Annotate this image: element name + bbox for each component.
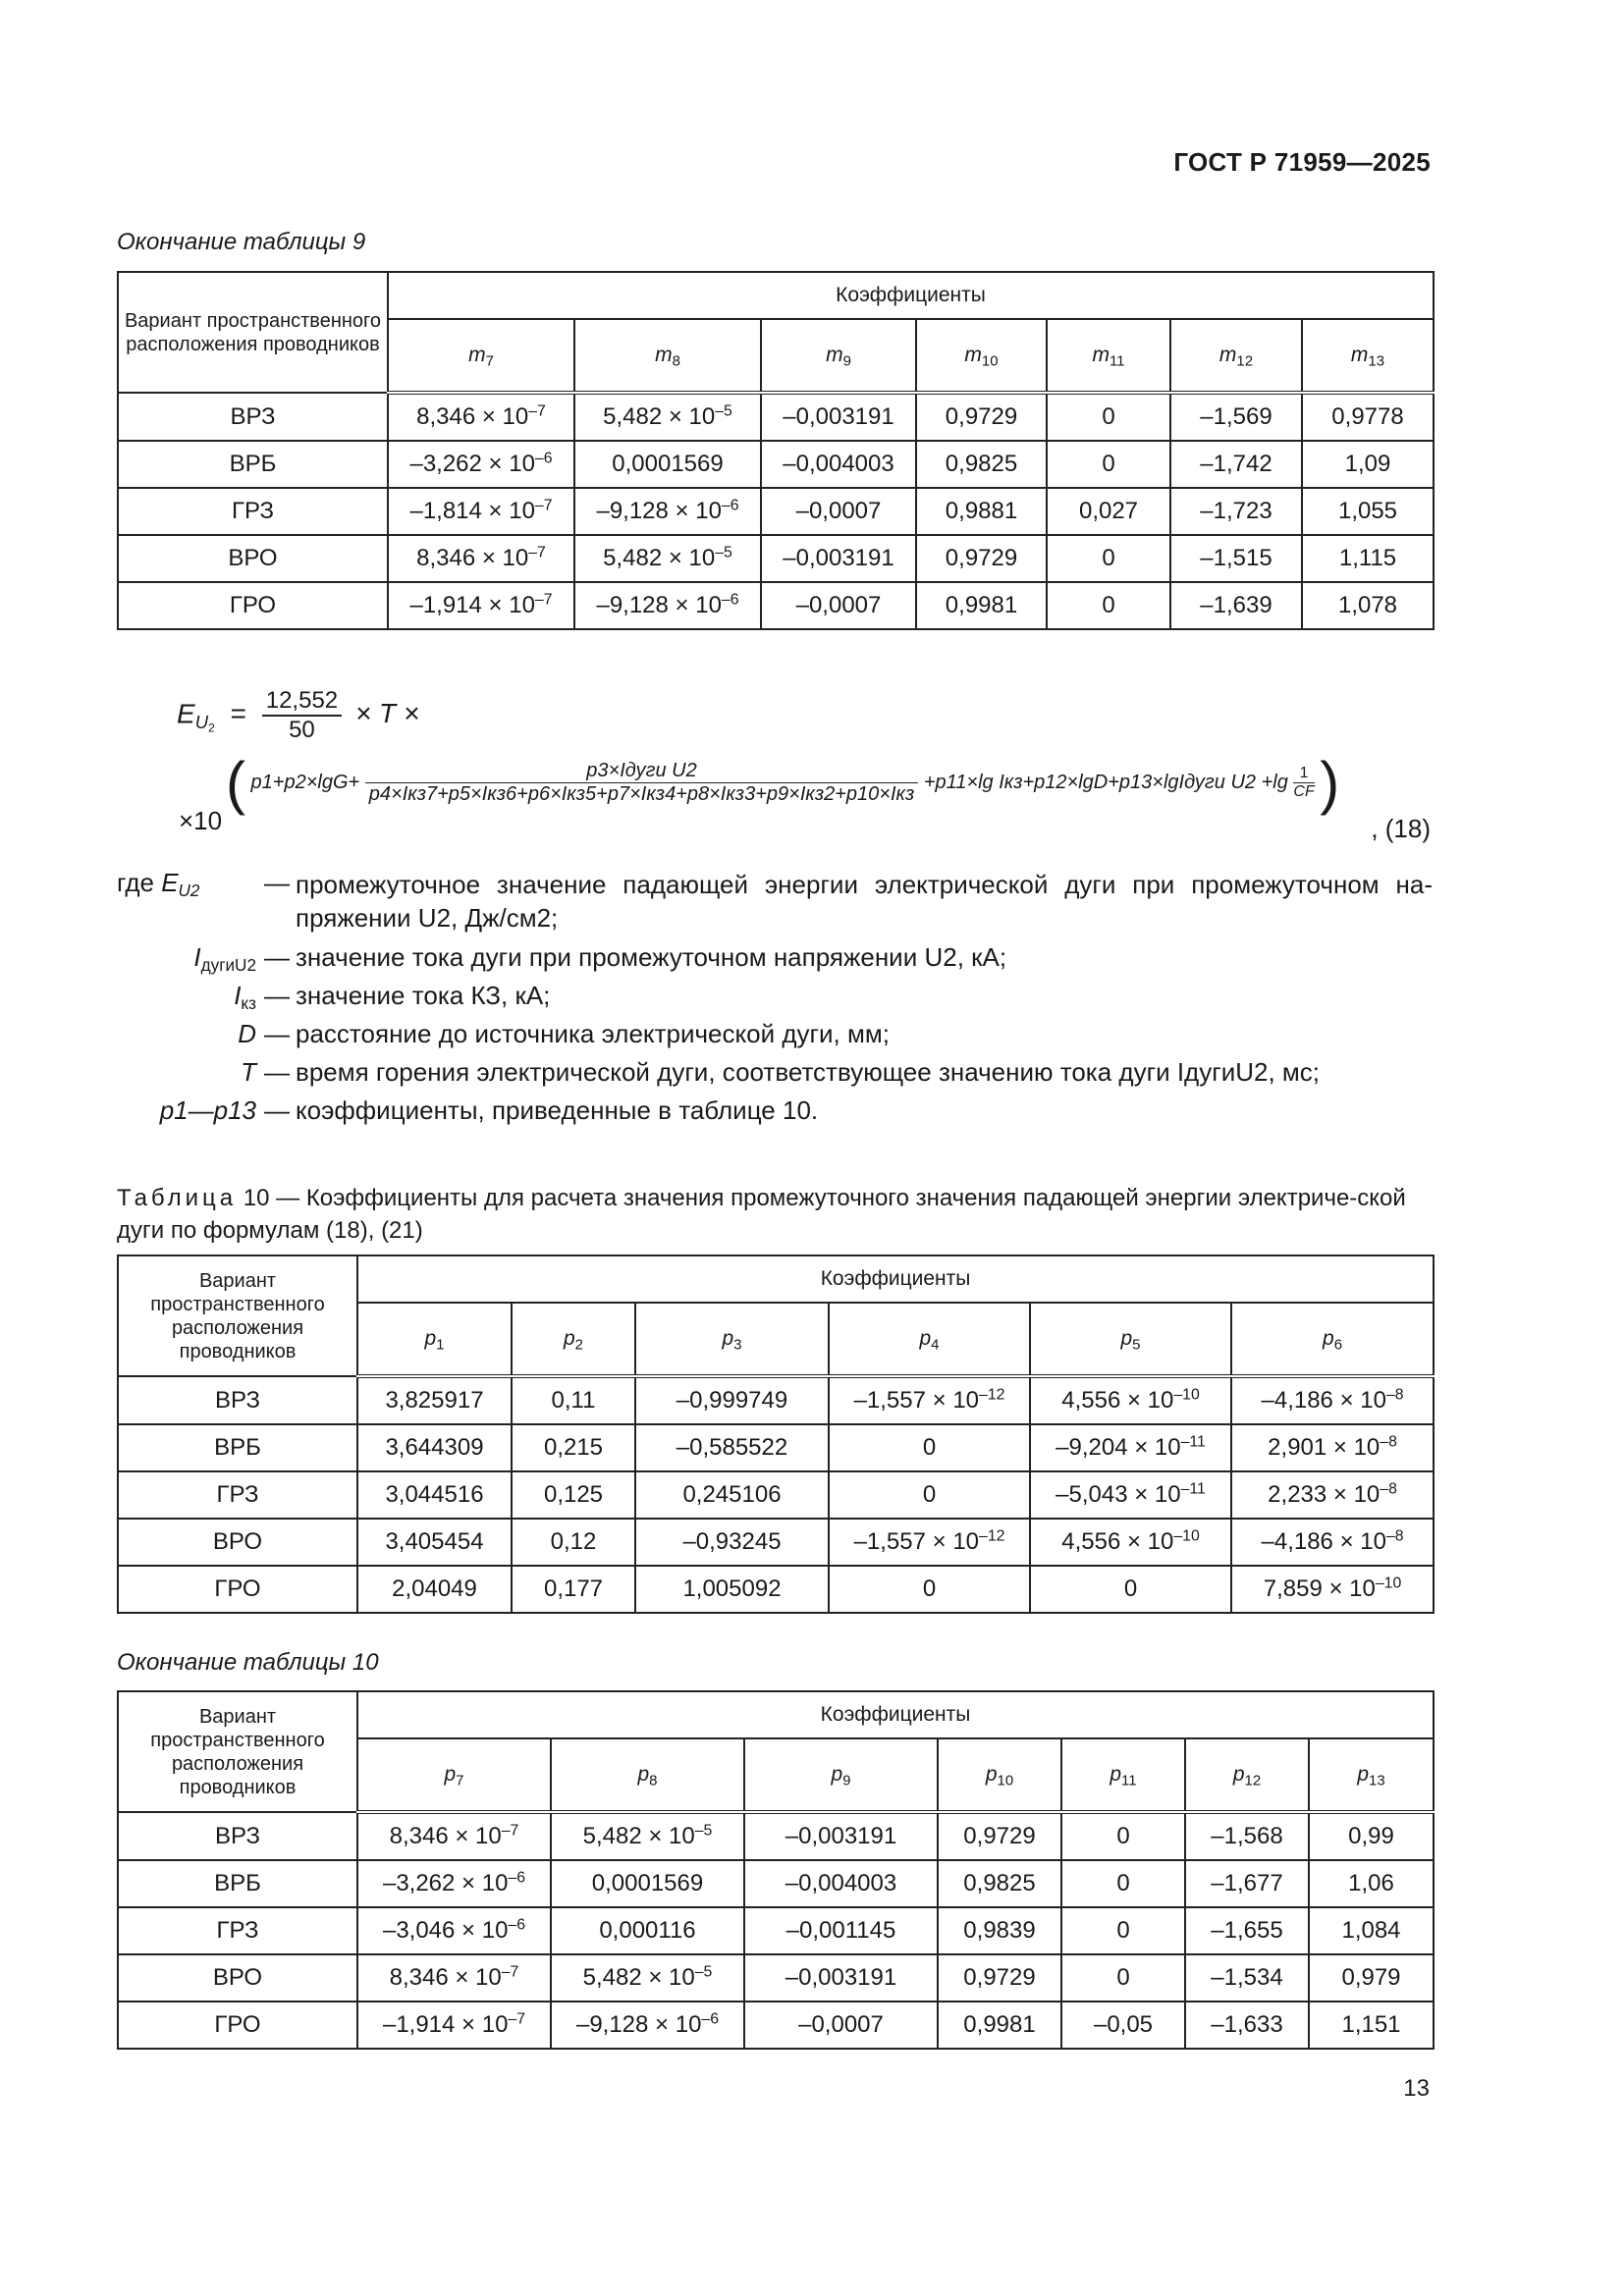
table-row: ВРО $8,346 \times 10^{-7}$ $5,482 \times 10^{-5}$ –0,003191 0,9729 0 –1,515 1,115 — [118, 535, 1434, 582]
table-row: ГРЗ $-1,814 \times 10^{-7}$ $-9,128 \times 10^{-6}$ –0,0007 0,9881 0,027 –1,723 1,055 — [118, 488, 1434, 535]
table9-end — [117, 271, 1435, 630]
definition-item: p1—p13 — коэффициенты, приведенные в таблице 10. — [159, 1095, 819, 1125]
definition-item: $I_{дугиU2}$ — значение тока дуги при промежуточном напряжении U2, кА; — [193, 942, 1007, 976]
table10-title: Таблица 10 — Коэффициенты для расчета значения промежуточного значения падающей энергии электриче-ской дуги по формулам (18), (21) — [117, 1185, 1406, 1244]
col-p1: $p_1$ — [357, 1303, 512, 1376]
col-m9: $m_9$ — [761, 319, 916, 393]
col-p3: $p_3$ — [635, 1303, 829, 1376]
col-p10: $p_{10}$ — [938, 1738, 1061, 1812]
col-m11: $m_{11}$ — [1047, 319, 1170, 393]
table-row: ВРБ 3,644309 0,215 –0,585522 0 $-9,204 \times 10^{-11}$ $2,901 \times 10^{-8}$ — [118, 1424, 1434, 1471]
table-row: ВРЗ $8,346 \times 10^{-7}$ $5,482 \times 10^{-5}$ –0,003191 0,9729 0 –1,569 0,9778 — [118, 393, 1434, 441]
formula-body: ×10 ( p1+p2×lgG+ p3×Iдуги U2 p4×Iкз7+p5×Iкз6+p6×Iкз5+p7×Iкз4+p8×Iкз3+p9×Iкз2+p10×Iкз +p11×lg Iкз+p12×lgD+p13×lgIдуги U2 +lg $\frac{1}{CF}$ ) , (18) — [179, 750, 1431, 843]
formula-number: , (18) — [1371, 814, 1431, 843]
col-m12: $m_{12}$ — [1170, 319, 1302, 393]
coefficients-header: Коэффициенты — [357, 1255, 1434, 1303]
col-m13: $m_{13}$ — [1302, 319, 1434, 393]
document-number: ГОСТ Р 71959—2025 — [1173, 147, 1431, 177]
table-row: ГРО $-1,914 \times 10^{-7}$ $-9,128 \times 10^{-6}$ –0,0007 0,9981 –0,05 –1,633 1,151 — [118, 2002, 1434, 2049]
definition-item: T — время горения электрической дуги, соответствующее значению тока дуги IдугиU2, мс; — [241, 1057, 1321, 1087]
table-row: ВРО 3,405454 0,12 –0,93245 $-1,557 \times 10^{-12}$ $4,556 \times 10^{-10}$ $-4,186 \times 10^{-8}$ — [118, 1519, 1434, 1566]
definition-item: $I_{кз}$ — значение тока КЗ, кА; — [234, 981, 551, 1014]
col-p6: $p_6$ — [1231, 1303, 1434, 1376]
variant-header: Вариант пространственного расположения проводников — [118, 1255, 357, 1376]
table-row: ГРЗ $-3,046 \times 10^{-6}$ 0,000116 –0,001145 0,9839 0 –1,655 1,084 — [118, 1907, 1434, 1954]
definition-item: где $E_{U2}$ — промежуточное значение падающей энергии электрической дуги при промежуточном на-пряжении U2, Дж/см2; — [117, 868, 1433, 933]
variant-header: Вариант пространственного расположения проводников — [118, 272, 388, 393]
col-p9: $p_9$ — [744, 1738, 938, 1812]
col-p4: $p_4$ — [829, 1303, 1030, 1376]
table-row: ВРО $8,346 \times 10^{-7}$ $5,482 \times 10^{-5}$ –0,003191 0,9729 0 –1,534 0,979 — [118, 1954, 1434, 2002]
table-row: ВРБ $-3,262 \times 10^{-6}$ 0,0001569 –0,004003 0,9825 0 –1,677 1,06 — [118, 1860, 1434, 1907]
table-row: ГРЗ 3,044516 0,125 0,245106 0 $-5,043 \times 10^{-11}$ $2,233 \times 10^{-8}$ — [118, 1471, 1434, 1519]
page-number: 13 — [1403, 2075, 1430, 2102]
coefficients-header: Коэффициенты — [388, 272, 1434, 319]
variant-header: Вариант пространственного расположения проводников — [118, 1691, 357, 1812]
table-row: ВРЗ 3,825917 0,11 –0,999749 $-1,557 \times 10^{-12}$ $4,556 \times 10^{-10}$ $-4,186 \times 10^{-8}$ — [118, 1376, 1434, 1424]
table-row: ВРЗ $8,346 \times 10^{-7}$ $5,482 \times 10^{-5}$ –0,003191 0,9729 0 –1,568 0,99 — [118, 1812, 1434, 1860]
formula-lhs: $E_{U_2}$ = $\frac{12,552}{50}$ × T × — [177, 687, 420, 743]
col-p8: $p_8$ — [551, 1738, 744, 1812]
col-p2: $p_2$ — [512, 1303, 635, 1376]
table-row: ГРО 2,04049 0,177 1,005092 0 0 $7,859 \times 10^{-10}$ — [118, 1566, 1434, 1613]
table10-end — [117, 1690, 1435, 2050]
col-p11: $p_{11}$ — [1061, 1738, 1185, 1812]
table-row: ГРО $-1,914 \times 10^{-7}$ $-9,128 \times 10^{-6}$ –0,0007 0,9981 0 –1,639 1,078 — [118, 582, 1434, 629]
definitions — [117, 864, 1433, 1130]
col-p5: $p_5$ — [1030, 1303, 1231, 1376]
col-m7: $m_7$ — [388, 319, 574, 393]
col-p13: $p_{13}$ — [1309, 1738, 1434, 1812]
table-row: ВРБ $-3,262 \times 10^{-6}$ 0,0001569 –0,004003 0,9825 0 –1,742 1,09 — [118, 441, 1434, 488]
table10-end-caption: Окончание таблицы 10 — [117, 1649, 379, 1676]
definition-item: D — расстояние до источника электрической дуги, мм; — [238, 1019, 890, 1048]
table10 — [117, 1255, 1435, 1614]
col-p12: $p_{12}$ — [1185, 1738, 1309, 1812]
col-m10: $m_{10}$ — [916, 319, 1047, 393]
col-p7: $p_7$ — [357, 1738, 551, 1812]
col-m8: $m_8$ — [574, 319, 761, 393]
coefficients-header: Коэффициенты — [357, 1691, 1434, 1738]
table9-end-caption: Окончание таблицы 9 — [117, 229, 366, 255]
